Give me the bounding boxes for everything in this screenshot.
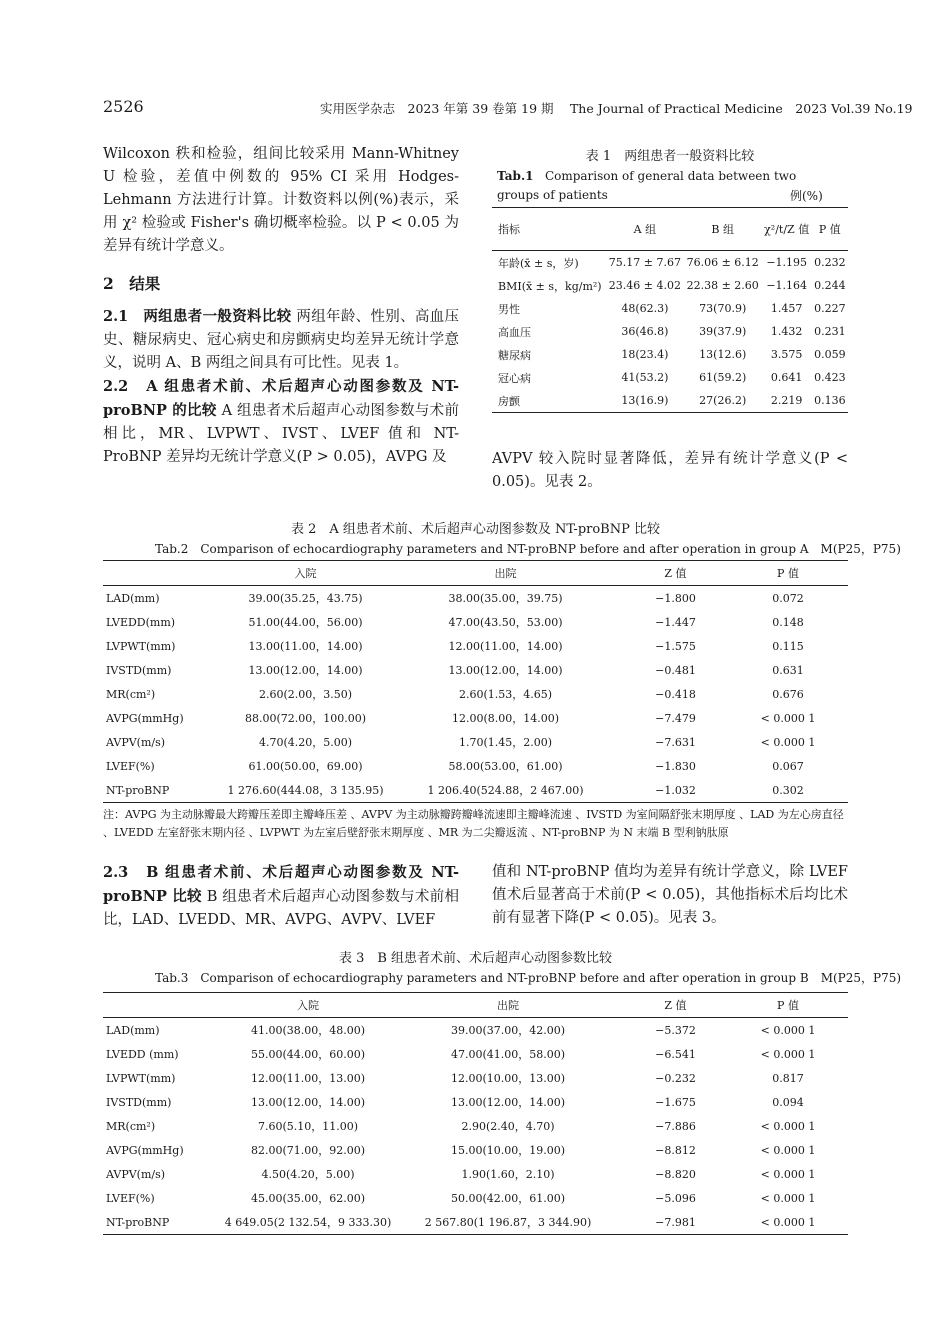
- table3-header-cell: 入院: [223, 993, 393, 1018]
- table-cell: −0.232: [655, 1071, 696, 1085]
- table-cell: 2.219: [770, 394, 803, 407]
- section-2-1-title: 2.1 两组患者一般资料比较: [103, 308, 292, 325]
- table-row: [103, 1186, 848, 1210]
- table1-unit: 例(%): [790, 189, 823, 203]
- table-cell: 27(26.2): [699, 394, 747, 407]
- section-2-1-paragraph: [103, 305, 459, 375]
- table-row: [492, 320, 848, 343]
- table-cell: LVEF(%): [106, 1191, 155, 1205]
- table1-header-cell: χ²/t/Z 值: [762, 208, 812, 251]
- table-cell: 0.231: [814, 325, 846, 338]
- table-cell: 1.90(1.60，2.10): [461, 1168, 555, 1181]
- table-cell: 45.00(35.00，62.00): [250, 1192, 366, 1205]
- table-cell: −5.096: [655, 1191, 696, 1205]
- table-cell: < 0.000 1: [760, 1047, 816, 1061]
- table-cell: 73(70.9): [699, 302, 747, 315]
- table-cell: AVPG(mmHg): [106, 711, 184, 725]
- table-cell: −8.812: [655, 1143, 696, 1157]
- table2-note: 注：AVPG 为主动脉瓣最大跨瓣压差即主瓣峰压差 、AVPV 为主动脉瓣跨瓣峰流速即主瓣峰流速 、IVSTD 为室间隔舒张末期厚度 、LAD 为左心房直径 、LVEDD 左室舒张末期内径 、LVPWT 为左室后壁舒张末期厚度 、MR 为二尖瓣返流 、NT-proBNP 为 N 末端 B 型利钠肽原: [103, 808, 844, 839]
- table-cell: LVEDD(mm): [106, 615, 176, 629]
- table-cell: LVEF(%): [106, 759, 155, 773]
- table-cell: AVPG(mmHg): [106, 1143, 184, 1157]
- table-cell: −1.575: [655, 639, 696, 653]
- table2-header-cell: 出院: [388, 561, 623, 586]
- table-cell: 51.00(44.00，56.00): [248, 616, 363, 629]
- table-cell: < 0.000 1: [760, 711, 816, 725]
- table-cell: 22.38 ± 2.60: [686, 279, 759, 292]
- table-cell: 0.059: [814, 348, 846, 361]
- table-cell: 3.575: [770, 348, 803, 361]
- table-row: [103, 1066, 848, 1090]
- table-cell: LAD(mm): [106, 591, 160, 605]
- table-cell: 房颤: [498, 394, 520, 408]
- table2: [103, 560, 848, 803]
- table-cell: < 0.000 1: [760, 1119, 816, 1133]
- table-cell: 75.17 ± 7.67: [608, 256, 681, 269]
- table-cell: 47.00(41.00，58.00): [450, 1048, 566, 1061]
- table-cell: MR(cm²): [106, 1119, 156, 1133]
- table1-header-cell: A 组: [606, 208, 684, 251]
- table-cell: 50.00(42.00，61.00): [450, 1192, 566, 1205]
- table-row: [103, 1114, 848, 1138]
- table-cell: 4 649.05(2 132.54，9 333.30): [224, 1216, 392, 1229]
- table-cell: 0.148: [772, 615, 804, 629]
- table-row: [103, 730, 848, 754]
- table-cell: 41(53.2): [621, 371, 669, 384]
- table-cell: IVSTD(mm): [106, 1095, 172, 1109]
- table-cell: −5.372: [655, 1023, 696, 1037]
- table-cell: 0.817: [772, 1071, 804, 1085]
- table-cell: 13.00(12.00，14.00): [248, 664, 363, 677]
- table-cell: −1.447: [655, 615, 696, 629]
- table-cell: 61(59.2): [699, 371, 747, 384]
- table-cell: −7.631: [655, 735, 696, 749]
- table-cell: 0.232: [814, 256, 846, 269]
- table-cell: 12.00(11.00，13.00): [250, 1072, 366, 1085]
- table-cell: 0.302: [772, 783, 804, 797]
- table-row: [103, 1090, 848, 1114]
- table-row: [103, 1018, 848, 1043]
- table2-caption-en: Tab.2 Comparison of echocardiography parameters and NT-proBNP before and after operation in group A M(P25，P75): [155, 542, 901, 556]
- table1-header-cell: 指标: [492, 208, 606, 251]
- section-results-heading: 2 结果: [103, 274, 161, 293]
- right-column-text: AVPV 较入院时显著降低，差异有统计学意义(P < 0.05)。见表 2。: [492, 451, 848, 490]
- table-cell: 13.00(12.00，14.00): [448, 664, 563, 677]
- table2-header-cell: P 值: [728, 561, 848, 586]
- table-cell: 12.00(11.00，14.00): [448, 640, 563, 653]
- table-cell: NT-proBNP: [106, 1215, 170, 1229]
- table2-header-cell: 入院: [223, 561, 388, 586]
- table-cell: 18(23.4): [621, 348, 669, 361]
- table-cell: 12.00(10.00，13.00): [450, 1072, 566, 1085]
- table-cell: LAD(mm): [106, 1023, 160, 1037]
- section-2-3-text-right: 值和 NT-proBNP 值均为差异有统计学意义，除 LVEF 值术后显著高于术前(P < 0.05)，其他指标术后均比术前有显著下降(P < 0.05)。见表 3。: [492, 864, 848, 926]
- table-row: [103, 1042, 848, 1066]
- journal-header: 实用医学杂志 2023 年第 39 卷第 19 期 The Journal of Practical Medicine 2023 Vol.39 No.19: [320, 101, 913, 116]
- table-cell: 4.50(4.20，5.00): [261, 1168, 355, 1181]
- table-cell: 13(16.9): [621, 394, 669, 407]
- section-2-3-text-left: B 组患者术后超声心动图参数与术前相比，LAD、LVEDD、MR、AVPG、AVPV、LVEF: [103, 889, 459, 928]
- table-cell: 年龄(x̄ ± s，岁): [498, 256, 579, 270]
- table3: [103, 992, 848, 1235]
- table-cell: −7.886: [655, 1119, 696, 1133]
- table-cell: −7.981: [655, 1215, 696, 1229]
- table-cell: 82.00(71.00，92.00): [250, 1144, 366, 1157]
- table1-header-row: [492, 208, 848, 251]
- table-row: [492, 297, 848, 320]
- table-cell: 0.094: [772, 1095, 804, 1109]
- section-2-3-paragraph: [103, 861, 459, 932]
- table-cell: 15.00(10.00，19.00): [450, 1144, 566, 1157]
- table-cell: −0.481: [655, 663, 696, 677]
- table1-label: Tab.1: [497, 169, 534, 183]
- table-cell: 48(62.3): [621, 302, 669, 315]
- table-cell: 高血压: [498, 325, 531, 339]
- table2-header-cell: [103, 561, 223, 586]
- table-cell: 糖尿病: [498, 348, 531, 362]
- table-cell: −1.675: [655, 1095, 696, 1109]
- table-cell: 41.00(38.00，48.00): [250, 1024, 366, 1037]
- table-cell: 13(12.6): [699, 348, 747, 361]
- table-cell: 55.00(44.00，60.00): [250, 1048, 366, 1061]
- section-2-2-text: A 组患者术后超声心动图参数与术前相比，MR、LVPWT、IVST、LVEF 值和 NT-ProBNP 差异均无统计学意义(P > 0.05)，AVPG 及: [103, 403, 459, 465]
- table1-caption-cn: 表 1 两组患者一般资料比较: [585, 149, 755, 164]
- table-cell: 1 276.60(444.08，3 135.95): [227, 784, 384, 797]
- table-row: [103, 634, 848, 658]
- section-2-3-title: 2.3 B 组患者术前、术后超声心动图参数及 NT-proBNP 比较: [103, 864, 459, 905]
- table-cell: 0.423: [814, 371, 846, 384]
- section-2-1-text: 两组年龄、性别、高血压史、糖尿病史、冠心病史和房颤病史均差异无统计学意义，说明 A、B 两组之间具有可比性。见表 1。: [103, 309, 460, 371]
- table3-caption-en: Tab.3 Comparison of echocardiography parameters and NT-proBNP before and after operation in group B M(P25，P75): [155, 971, 902, 985]
- table-cell: 0.244: [814, 279, 846, 292]
- table-cell: 39.00(37.00，42.00): [450, 1024, 566, 1037]
- table-row: [492, 343, 848, 366]
- table-cell: −0.418: [655, 687, 696, 701]
- section-2-2-paragraph: [103, 375, 459, 469]
- table-cell: < 0.000 1: [760, 1191, 816, 1205]
- table-cell: 39.00(35.25，43.75): [248, 592, 363, 605]
- table-cell: 61.00(50.00，69.00): [248, 760, 363, 773]
- table-cell: 1.70(1.45，2.00): [458, 736, 553, 749]
- table-cell: 7.60(5.10，11.00): [257, 1120, 359, 1133]
- table-cell: MR(cm²): [106, 687, 156, 701]
- table-cell: 13.00(11.00，14.00): [248, 640, 363, 653]
- table-cell: 2.60(2.00，3.50): [258, 688, 353, 701]
- table3-header-cell: Z 值: [623, 993, 728, 1018]
- table-row: [492, 251, 848, 275]
- table-cell: 0.641: [770, 371, 803, 384]
- table-cell: −6.541: [655, 1047, 696, 1061]
- table2-header-row: [103, 561, 848, 586]
- table-cell: 2.60(1.53，4.65): [458, 688, 553, 701]
- table-cell: 13.00(12.00，14.00): [450, 1096, 566, 1109]
- table-cell: 0.136: [814, 394, 846, 407]
- table-row: [103, 1138, 848, 1162]
- table-cell: 1.432: [770, 325, 803, 338]
- table-cell: 男性: [498, 302, 520, 316]
- table-cell: 38.00(35.00，39.75): [448, 592, 563, 605]
- table-row: [103, 1210, 848, 1235]
- table-cell: 1.457: [770, 302, 803, 315]
- table-cell: 12.00(8.00，14.00): [451, 712, 560, 725]
- table-cell: 4.70(4.20，5.00): [258, 736, 353, 749]
- table3-header-cell: [103, 993, 223, 1018]
- table3-header-cell: 出院: [393, 993, 623, 1018]
- left-column-top: [103, 143, 459, 469]
- table-row: [103, 706, 848, 730]
- table-cell: 2 567.80(1 196.87，3 344.90): [424, 1216, 592, 1229]
- table-cell: −1.164: [766, 279, 808, 292]
- table1-header-cell: P 值: [812, 208, 848, 251]
- table-cell: IVSTD(mm): [106, 663, 172, 677]
- table-cell: 36(46.8): [621, 325, 669, 338]
- section-2-2-title: 2.2 A 组患者术前、术后超声心动图参数及 NT-proBNP 的比较: [103, 378, 459, 419]
- methods-tail-paragraph: Wilcoxon 秩和检验，组间比较采用 Mann-Whitney U 检验，差值中例数的 95% CI 采用 Hodges-Lehmann 方法进行计算。计数资料以例(%)表示，采用 χ² 检验或 Fisher's 确切概率检验。以 P < 0.05 为差异有统计学意义。: [103, 146, 459, 254]
- table-row: [492, 366, 848, 389]
- table-cell: NT-proBNP: [106, 783, 170, 797]
- table-row: [103, 658, 848, 682]
- table-cell: < 0.000 1: [760, 1215, 816, 1229]
- table-cell: −1.830: [655, 759, 696, 773]
- page-number: 2526: [103, 97, 144, 116]
- table-cell: 0.072: [772, 591, 804, 605]
- table-cell: −1.800: [655, 591, 696, 605]
- table3-header-cell: P 值: [728, 993, 848, 1018]
- table-cell: −7.479: [655, 711, 696, 725]
- table-cell: 23.46 ± 4.02: [608, 279, 681, 292]
- table-cell: < 0.000 1: [760, 1143, 816, 1157]
- table3-header-row: [103, 993, 848, 1018]
- table-cell: LVPWT(mm): [106, 1071, 176, 1085]
- table-cell: 13.00(12.00，14.00): [250, 1096, 366, 1109]
- table1: [492, 207, 848, 413]
- table2-header-cell: Z 值: [623, 561, 728, 586]
- table-row: [103, 754, 848, 778]
- table-cell: 0.067: [772, 759, 804, 773]
- table-cell: LVPWT(mm): [106, 639, 176, 653]
- table-cell: 58.00(53.00，61.00): [448, 760, 563, 773]
- table-row: [103, 1162, 848, 1186]
- table-cell: BMI(x̄ ± s，kg/m²): [498, 279, 602, 293]
- table-cell: 冠心病: [498, 371, 531, 385]
- table-cell: 76.06 ± 6.12: [686, 256, 759, 269]
- table1-caption-en-text: Comparison of general data between two groups of patients: [497, 169, 797, 202]
- table-cell: < 0.000 1: [760, 1167, 816, 1181]
- table-cell: LVEDD (mm): [106, 1047, 179, 1061]
- table-row: [103, 586, 848, 611]
- table-cell: 1 206.40(524.88，2 467.00): [427, 784, 584, 797]
- table-cell: −8.820: [655, 1167, 696, 1181]
- table-cell: 2.90(2.40，4.70): [461, 1120, 555, 1133]
- table-row: [103, 778, 848, 803]
- table1-header-cell: B 组: [684, 208, 762, 251]
- table2-caption-cn: 表 2 A 组患者术前、术后超声心动图参数及 NT-proBNP 比较: [291, 522, 660, 537]
- table-cell: −1.032: [655, 783, 696, 797]
- table-row: [103, 682, 848, 706]
- table-cell: 0.115: [772, 639, 804, 653]
- table-cell: < 0.000 1: [760, 1023, 816, 1037]
- table-row: [492, 274, 848, 297]
- table-cell: AVPV(m/s): [106, 735, 166, 749]
- table3-caption-cn: 表 3 B 组患者术前、术后超声心动图参数比较: [338, 951, 613, 966]
- table-cell: 47.00(43.50，53.00): [448, 616, 563, 629]
- table-cell: 0.631: [772, 663, 804, 677]
- table-cell: −1.195: [766, 256, 808, 269]
- table-cell: < 0.000 1: [760, 735, 816, 749]
- table-cell: 88.00(72.00，100.00): [244, 712, 367, 725]
- table-cell: AVPV(m/s): [106, 1167, 166, 1181]
- table-row: [492, 389, 848, 413]
- table-cell: 0.227: [814, 302, 846, 315]
- table-cell: 39(37.9): [699, 325, 747, 338]
- table-cell: 0.676: [772, 687, 804, 701]
- table-row: [103, 610, 848, 634]
